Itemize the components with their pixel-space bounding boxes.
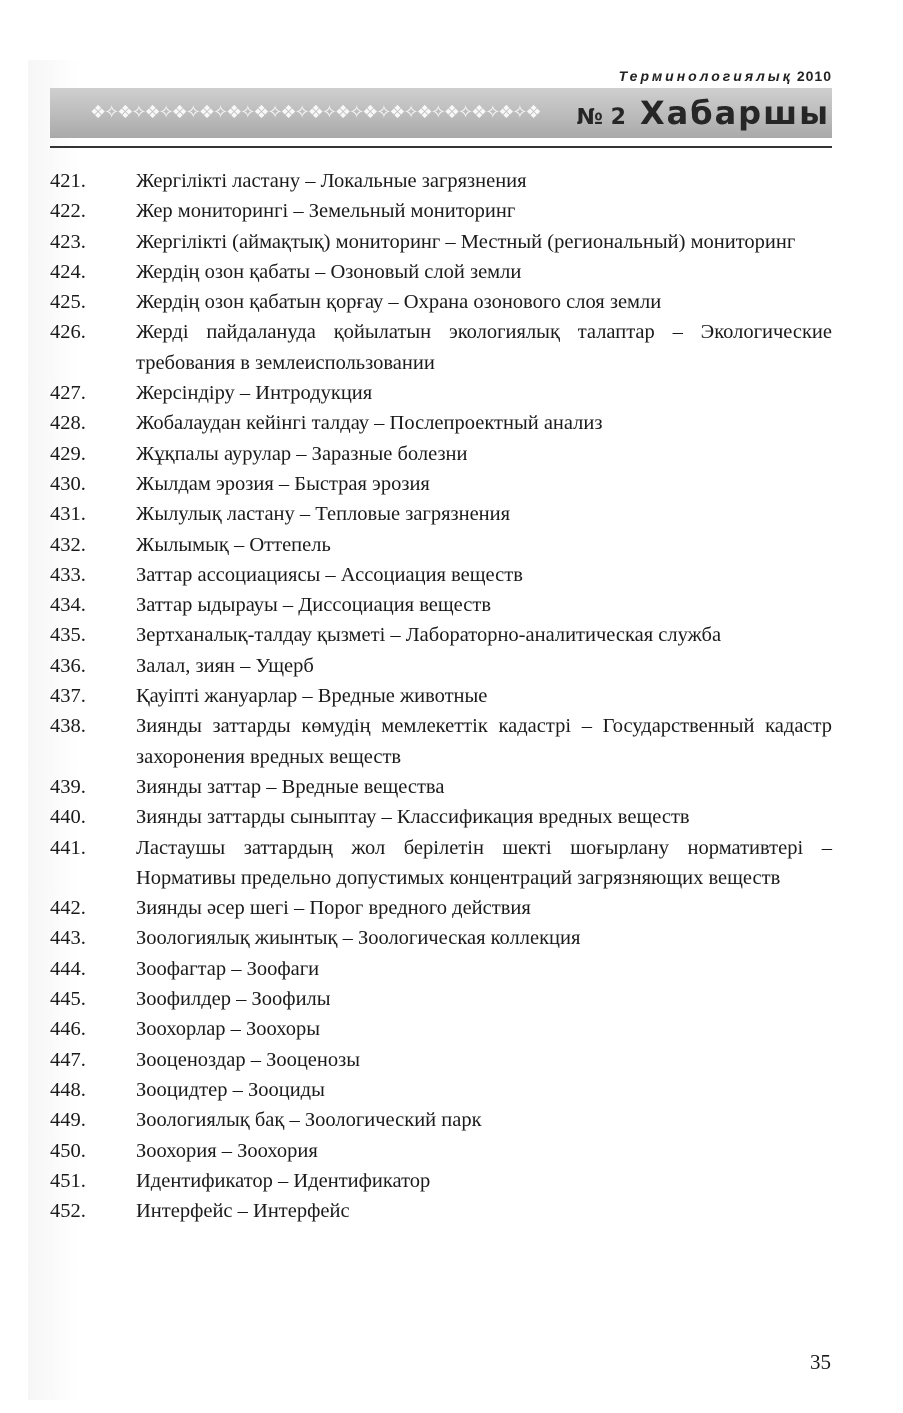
term-list	[50, 166, 832, 1226]
term-entry	[50, 772, 832, 802]
term-text: Зиянды заттарды көмудің мемлекеттік кадастрі – Государственный кадастр захоронения вредных веществ	[136, 715, 832, 768]
term-entry	[50, 378, 832, 408]
term-text: Зоохорлар – Зоохоры	[136, 1018, 321, 1041]
term-text: Жобалаудан кейінгі талдау – Послепроектный анализ	[136, 412, 603, 435]
term-text: Заттар ыдырауы – Диссоциация веществ	[136, 594, 492, 617]
term-entry	[50, 439, 832, 469]
term-text: Жергілікті (аймақтық) мониторинг – Местный (региональный) мониторинг	[136, 230, 796, 253]
term-text: Зиянды заттар – Вредные вещества	[136, 775, 445, 798]
term-number: 431.	[50, 503, 86, 526]
term-entry	[50, 1136, 832, 1166]
term-number: 432.	[50, 533, 86, 556]
term-number: 423.	[50, 230, 86, 253]
term-text: Жергілікті ластану – Локальные загрязнения	[136, 170, 527, 192]
term-text: Зоологиялық жиынтық – Зоологическая коллекция	[136, 927, 581, 950]
term-number: 448.	[50, 1078, 86, 1101]
term-text: Зоологиялық бақ – Зоологический парк	[136, 1109, 482, 1132]
term-entry	[50, 287, 832, 317]
term-number: 439.	[50, 775, 86, 798]
issue-title	[577, 94, 830, 132]
term-text: Зооценоздар – Зооценозы	[136, 1048, 360, 1071]
term-text: Зиянды әсер шегі – Порог вредного действия	[136, 897, 531, 920]
term-entry	[50, 166, 832, 196]
term-entry	[50, 408, 832, 438]
running-header	[50, 68, 832, 158]
term-number: 452.	[50, 1200, 86, 1223]
term-text: Зоохория – Зоохория	[136, 1139, 318, 1162]
term-text: Заттар ассоциациясы – Ассоциация веществ	[136, 563, 523, 586]
journal-name	[619, 68, 832, 84]
term-text: Зоофилдер – Зоофилы	[136, 988, 331, 1011]
term-text: Интерфейс – Интерфейс	[136, 1200, 350, 1223]
term-entry	[50, 1014, 832, 1044]
term-text: Жұқпалы аурулар – Заразные болезни	[136, 442, 468, 465]
term-entry	[50, 711, 832, 772]
term-number: 451.	[50, 1169, 86, 1192]
term-text: Жер мониторингі – Земельный мониторинг	[136, 200, 516, 223]
term-entry	[50, 681, 832, 711]
term-number: 450.	[50, 1139, 86, 1162]
journal-year: 2010	[796, 68, 832, 84]
term-text: Идентификатор – Идентификатор	[136, 1169, 431, 1192]
term-number: 444.	[50, 957, 86, 980]
term-number: 434.	[50, 594, 86, 617]
term-text: Зооцидтер – Зооциды	[136, 1078, 325, 1101]
term-entry	[50, 984, 832, 1014]
term-entry	[50, 802, 832, 832]
term-text: Жердің озон қабатын қорғау – Охрана озонового слоя земли	[136, 291, 662, 314]
term-text: Зиянды заттарды сыныптау – Классификация вредных веществ	[136, 806, 690, 829]
term-number: 443.	[50, 927, 86, 950]
term-text: Жылдам эрозия – Быстрая эрозия	[136, 472, 430, 495]
term-number: 430.	[50, 472, 86, 495]
term-entry	[50, 833, 832, 894]
term-text: Зоофагтар – Зоофаги	[136, 957, 320, 980]
term-number: 447.	[50, 1048, 86, 1071]
term-number: 433.	[50, 563, 86, 586]
term-entry	[50, 317, 832, 378]
ornament-pattern: ❖✧❖✧❖✧❖✧❖✧❖✧❖✧❖✧❖✧❖✧❖✧❖✧❖✧❖✧❖✧❖✧❖	[90, 102, 540, 123]
term-entry	[50, 590, 832, 620]
term-number: 440.	[50, 806, 86, 829]
term-text: Жерсіндіру – Интродукция	[136, 382, 373, 405]
term-number: 445.	[50, 988, 86, 1011]
term-text: Залал, зиян – Ущерб	[136, 654, 314, 677]
term-number: 446.	[50, 1018, 86, 1041]
term-number: 422.	[50, 200, 86, 223]
term-number: 426.	[50, 321, 86, 344]
journal-heading: Хабаршы	[639, 94, 830, 132]
term-entry	[50, 499, 832, 529]
term-text: Жердің озон қабаты – Озоновый слой земли	[136, 260, 522, 283]
term-text: Қауіпті жануарлар – Вредные животные	[136, 685, 488, 708]
term-entry	[50, 469, 832, 499]
term-number: 429.	[50, 442, 86, 465]
term-entry	[50, 196, 832, 226]
term-text: Зертханалық-талдау қызметі – Лабораторно-аналитическая служба	[136, 624, 722, 647]
term-entry	[50, 923, 832, 953]
term-number: 435.	[50, 624, 86, 647]
page-number: 35	[810, 1350, 831, 1374]
term-entry	[50, 1075, 832, 1105]
term-text: Жылулық ластану – Тепловые загрязнения	[136, 503, 511, 526]
term-number: 449.	[50, 1109, 86, 1132]
term-entry	[50, 257, 832, 287]
term-entry	[50, 954, 832, 984]
term-number: 425.	[50, 291, 86, 314]
issue-number: № 2	[576, 105, 626, 130]
term-number: 427.	[50, 382, 86, 405]
term-number: 428.	[50, 412, 86, 435]
term-entry	[50, 1045, 832, 1075]
term-text: Жерді пайдалануда қойылатын экологиялық талаптар – Экологические требования в землеиспользовании	[136, 321, 832, 374]
term-entry	[50, 227, 832, 257]
term-entry	[50, 560, 832, 590]
term-number: 438.	[50, 715, 86, 738]
term-number: 437.	[50, 685, 86, 708]
journal-title-word: Терминологиялық	[618, 68, 793, 84]
term-number: 436.	[50, 654, 86, 677]
term-entry	[50, 530, 832, 560]
term-entry	[50, 1166, 832, 1196]
header-rule	[50, 146, 832, 148]
term-number: 421.	[50, 170, 86, 192]
term-entry	[50, 620, 832, 650]
term-entry	[50, 651, 832, 681]
term-text: Ластаушы заттардың жол берілетін шекті шоғырлану нормативтері – Нормативы предельно допустимых концентраций загрязняющих веществ	[136, 836, 832, 889]
term-number: 424.	[50, 260, 86, 283]
term-entry	[50, 893, 832, 923]
term-text: Жылымық – Оттепель	[136, 533, 331, 556]
term-entry	[50, 1105, 832, 1135]
term-number: 442.	[50, 897, 86, 920]
term-number: 441.	[50, 836, 86, 859]
term-entry	[50, 1196, 832, 1226]
